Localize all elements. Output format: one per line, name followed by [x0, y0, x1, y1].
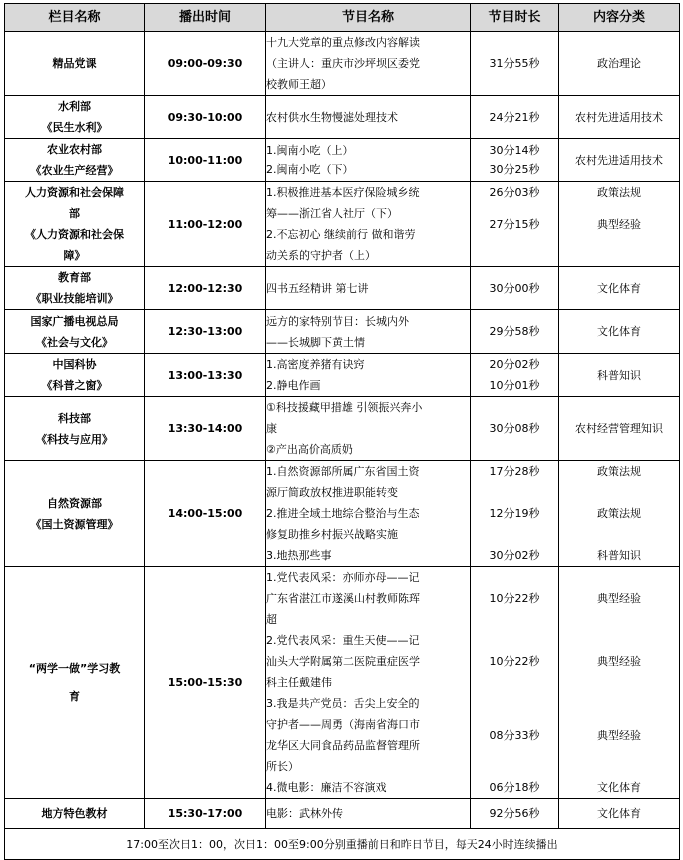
- name-line: 《科技与应用》: [36, 432, 113, 446]
- row-air-time: 09:00-09:30: [145, 32, 266, 96]
- name-line: 《民生水利》: [41, 121, 108, 134]
- header-column-name: 栏目名称: [5, 4, 145, 32]
- duration-line: 08分33秒: [489, 728, 540, 742]
- category-line: 政策法规: [597, 465, 641, 478]
- row-category: 农村先进适用技术: [559, 139, 680, 182]
- title-line: 1.高密度养猪有诀窍: [266, 358, 365, 371]
- name-line: 科技部: [58, 411, 91, 425]
- title-line: 3.我是共产党员：舌尖上安全的: [266, 697, 420, 710]
- title-line: 2.党代表风采：重生天使——记: [266, 634, 420, 647]
- category-line: 典型经验: [597, 728, 641, 742]
- header-category: 内容分类: [559, 4, 680, 32]
- row-duration: 92分56秒: [471, 799, 559, 829]
- name-line: 《职业技能培训》: [30, 292, 119, 305]
- title-line: 动关系的守护者（上）: [266, 249, 376, 262]
- duration-line: 12分19秒: [489, 507, 540, 520]
- duration-line: 30分14秒: [489, 144, 540, 157]
- row-duration: 24分21秒: [471, 96, 559, 139]
- name-line: 人力资源和社会保障: [25, 186, 124, 199]
- name-line: 国家广播电视总局: [30, 314, 119, 328]
- row-program-title: [266, 267, 471, 310]
- row-program-title: [266, 96, 471, 139]
- category-line: 典型经验: [597, 217, 641, 231]
- table-row: [5, 96, 680, 139]
- name-line: 《人力资源和社会保: [25, 228, 124, 241]
- name-line: 育: [69, 689, 80, 703]
- header-duration: 节目时长: [471, 4, 559, 32]
- table-row: [5, 397, 680, 461]
- row-column-name: [5, 267, 145, 310]
- row-category: 农村经营管理知识: [559, 397, 680, 461]
- category-line: 政策法规: [597, 186, 641, 199]
- name-line: 障》: [63, 249, 86, 262]
- row-duration: 30分00秒: [471, 267, 559, 310]
- title-line: 1.党代表风采：亦师亦母——记: [266, 571, 420, 584]
- title-line: 超: [266, 613, 277, 626]
- category-line: 文化体育: [597, 781, 641, 794]
- row-program-title: [266, 799, 471, 829]
- row-column-name: [5, 354, 145, 397]
- row-column-name: [5, 182, 145, 267]
- row-category: 科普知识: [559, 354, 680, 397]
- title-line: （主讲人：重庆市沙坪坝区委党: [266, 57, 420, 70]
- row-program-title: [266, 461, 471, 567]
- title-line: 2.静电作画: [266, 379, 321, 392]
- title-line: 四书五经精讲 第七讲: [266, 281, 369, 295]
- title-line: 筹——浙江省人社厅（下）: [266, 207, 398, 220]
- table-row: [5, 267, 680, 310]
- title-line: 龙华区大同食品药品监督管理所: [266, 739, 420, 752]
- category-line: 政策法规: [597, 507, 641, 520]
- footer-row: [5, 829, 680, 860]
- row-duration: [471, 461, 559, 567]
- header-air-time: 播出时间: [145, 4, 266, 32]
- title-line: ②产出高价高质奶: [266, 443, 353, 456]
- title-line: 2.闽南小吃（下）: [266, 163, 354, 176]
- name-line: 水利部: [58, 100, 91, 113]
- duration-line: 30分02秒: [489, 549, 540, 562]
- title-line: 源厅简政放权推进职能转变: [266, 486, 398, 499]
- duration-line: 17分28秒: [489, 465, 540, 478]
- title-line: 广东省湛江市遂溪山村教师陈珲: [266, 592, 420, 605]
- row-air-time: 13:00-13:30: [145, 354, 266, 397]
- category-line: 典型经验: [597, 592, 641, 605]
- row-air-time: 14:00-15:00: [145, 461, 266, 567]
- row-column-name: 精品党课: [5, 32, 145, 96]
- duration-line: 26分03秒: [489, 186, 540, 199]
- table-row: [5, 567, 680, 799]
- row-category: 农村先进适用技术: [559, 96, 680, 139]
- title-line: 十九大党章的重点修改内容解读: [266, 36, 420, 49]
- title-line: 汕头大学附属第二医院重症医学: [266, 655, 420, 668]
- row-duration: [471, 354, 559, 397]
- name-line: 教育部: [58, 271, 91, 284]
- row-air-time: 10:00-11:00: [145, 139, 266, 182]
- name-line: 《科普之窗》: [41, 379, 108, 392]
- row-air-time: 15:30-17:00: [145, 799, 266, 829]
- row-air-time: 12:00-12:30: [145, 267, 266, 310]
- row-category: [559, 182, 680, 267]
- title-line: ——长城脚下黄土情: [266, 335, 365, 349]
- duration-line: 10分01秒: [489, 379, 540, 392]
- row-program-title: [266, 182, 471, 267]
- row-column-name: [5, 139, 145, 182]
- title-line: 农村供水生物慢滤处理技术: [266, 110, 398, 124]
- row-column-name: [5, 96, 145, 139]
- name-line: 部: [69, 207, 80, 220]
- header-program-title: 节目名称: [266, 4, 471, 32]
- row-duration: [471, 567, 559, 799]
- title-line: 2.不忘初心 继续前行 做和谐劳: [266, 228, 416, 241]
- title-line: 3.地热那些事: [266, 549, 332, 562]
- row-column-name: [5, 397, 145, 461]
- title-line: 守护者——周勇（海南省海口市: [266, 718, 420, 731]
- row-air-time: 15:00-15:30: [145, 567, 266, 799]
- title-line: 所长）: [266, 760, 299, 773]
- title-line: 远方的家特别节目：长城内外: [266, 314, 409, 328]
- duration-line: 27分15秒: [489, 217, 540, 231]
- table-row: [5, 354, 680, 397]
- title-line: 2.推进全域土地综合整治与生态: [266, 507, 420, 520]
- schedule-table: [4, 3, 680, 860]
- row-air-time: 13:30-14:00: [145, 397, 266, 461]
- title-line: 科主任戴建伟: [266, 676, 332, 689]
- name-line: 自然资源部: [47, 496, 102, 510]
- row-program-title: [266, 397, 471, 461]
- title-line: 校教师王超）: [266, 78, 332, 91]
- rebroadcast-note: 17:00至次日1：00，次日1：00至9:00分别重播前日和昨日节目，每天24小时连续播出: [5, 829, 680, 860]
- row-air-time: 09:30-10:00: [145, 96, 266, 139]
- row-column-name: [5, 310, 145, 354]
- row-program-title: [266, 567, 471, 799]
- row-category: [559, 461, 680, 567]
- title-line: 1.自然资源部所属广东省国土资: [266, 465, 420, 478]
- duration-line: 20分02秒: [489, 358, 540, 371]
- title-line: 1.积极推进基本医疗保险城乡统: [266, 186, 420, 199]
- title-line: 电影：武林外传: [266, 807, 343, 820]
- name-line: 《国土资源管理》: [30, 517, 119, 531]
- duration-line: 06分18秒: [489, 781, 540, 794]
- row-duration: [471, 182, 559, 267]
- row-category: [559, 567, 680, 799]
- title-line: 康: [266, 422, 277, 435]
- row-category: 文化体育: [559, 799, 680, 829]
- row-air-time: 11:00-12:00: [145, 182, 266, 267]
- name-line: 中国科协: [52, 358, 97, 371]
- row-column-name: 地方特色教材: [5, 799, 145, 829]
- row-duration: 29分58秒: [471, 310, 559, 354]
- title-line: 1.闽南小吃（上）: [266, 144, 354, 157]
- row-category: 文化体育: [559, 267, 680, 310]
- row-category: 政治理论: [559, 32, 680, 96]
- category-line: 科普知识: [597, 549, 641, 562]
- row-category: 文化体育: [559, 310, 680, 354]
- category-line: 典型经验: [597, 655, 641, 668]
- title-line: 4.微电影：廉洁不容演戏: [266, 781, 387, 794]
- row-program-title: [266, 354, 471, 397]
- title-line: ①科技援藏甲措雄 引领振兴奔小: [266, 401, 423, 414]
- row-program-title: [266, 139, 471, 182]
- name-line: 农业农村部: [47, 143, 102, 156]
- duration-line: 10分22秒: [489, 592, 540, 605]
- table-row: [5, 182, 680, 267]
- row-program-title: [266, 32, 471, 96]
- table-row: [5, 139, 680, 182]
- row-column-name: [5, 461, 145, 567]
- table-row: [5, 799, 680, 829]
- row-air-time: 12:30-13:00: [145, 310, 266, 354]
- name-line: 《农业生产经营》: [30, 164, 119, 177]
- table-row: [5, 310, 680, 354]
- table-row: [5, 32, 680, 96]
- duration-line: 10分22秒: [489, 655, 540, 668]
- row-duration: 31分55秒: [471, 32, 559, 96]
- row-duration: [471, 139, 559, 182]
- header-row: [5, 4, 680, 32]
- row-program-title: [266, 310, 471, 354]
- duration-line: 30分25秒: [489, 163, 540, 176]
- name-line: 《社会与文化》: [36, 335, 113, 349]
- title-line: 修复助推乡村振兴战略实施: [266, 528, 398, 541]
- row-duration: 30分08秒: [471, 397, 559, 461]
- name-line: “两学一做”学习教: [28, 661, 121, 675]
- table-row: [5, 461, 680, 567]
- row-column-name: [5, 567, 145, 799]
